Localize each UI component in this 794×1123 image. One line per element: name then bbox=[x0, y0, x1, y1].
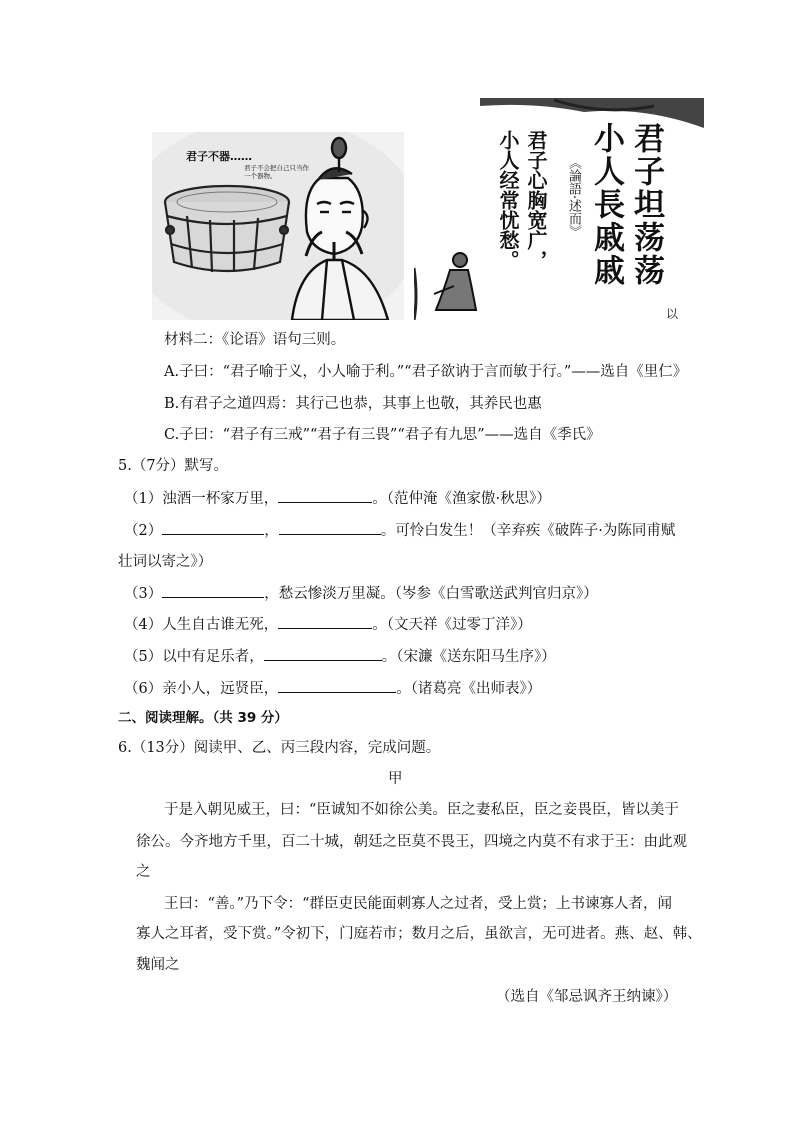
calligraphy-col-1: 君子坦荡荡 bbox=[628, 122, 664, 287]
q5-item-2-cont: 壮词以寄之》） bbox=[118, 554, 213, 570]
q5-item-4 bbox=[124, 614, 532, 635]
q5-blank-1[interactable] bbox=[278, 488, 372, 503]
q5-blank-4[interactable] bbox=[278, 614, 372, 629]
q5-blank-6[interactable] bbox=[278, 678, 396, 693]
material2-a: A.子曰：“君子喻于义，小人喻于利。”“君子欲讷于言而敏于行。”——选自《里仁》 bbox=[164, 364, 688, 380]
cartoon-junzi-buqi bbox=[152, 132, 404, 320]
q5-item-1-post: 。（范仲淹《渔家傲·秋思》） bbox=[372, 491, 551, 507]
q5-blank-2a[interactable] bbox=[162, 520, 264, 535]
calligraphy-col-2: 小人長戚戚 bbox=[588, 122, 624, 287]
q6-passage-jia-label: 甲 bbox=[388, 771, 403, 787]
svg-text:以: 以 bbox=[666, 307, 679, 320]
q5-item-2-mid: ， bbox=[264, 523, 279, 539]
calligraphy-source: 《論語·述而》 bbox=[566, 156, 581, 239]
q5-blank-5[interactable] bbox=[264, 646, 382, 661]
q5-item-4-post: 。（文天祥《过零丁洋》） bbox=[372, 617, 532, 633]
q5-blank-3[interactable] bbox=[162, 583, 264, 598]
handwriting-col-2: 小人经常忧愁。 bbox=[496, 130, 520, 270]
q5-item-5-post: 。（宋濂《送东阳马生序》） bbox=[381, 649, 556, 665]
q5-item-2 bbox=[124, 520, 675, 541]
material2-title: 材料二：《论语》语句三则。 bbox=[164, 332, 346, 348]
q5-item-4-pre: （4）人生自古谁无死， bbox=[124, 617, 279, 633]
handwriting-col-1: 君子心胸宽广， bbox=[524, 130, 548, 270]
q6-p2-line3: 魏闻之 bbox=[136, 957, 180, 973]
section-2-heading: 二、阅读理解。（共 39 分） bbox=[118, 710, 288, 726]
q5-item-5-pre: （5）以中有足乐者， bbox=[124, 649, 264, 665]
q5-blank-2b[interactable] bbox=[279, 520, 381, 535]
q5-item-1-pre: （1）浊酒一杯家万里， bbox=[124, 491, 279, 507]
q5-item-6-post: 。（诸葛亮《出师表》） bbox=[396, 681, 542, 697]
q6-p1-line1: 于是入朝见威王，曰：“臣诚知不如徐公美。臣之妻私臣，臣之妾畏臣，皆以美于 bbox=[164, 802, 679, 818]
q5-item-6 bbox=[124, 678, 541, 699]
q5-item-3-post: ，愁云惨淡万里凝。（岑参《白雪歌送武判官归京》） bbox=[264, 586, 598, 602]
q5-item-3 bbox=[124, 583, 598, 604]
q5-item-2-post: 。可怜白发生！（辛弃疾《破阵子·为陈同甫赋 bbox=[380, 523, 676, 539]
calligraphy-panel bbox=[414, 98, 704, 320]
q6-source: （选自《邹忌讽齐王纳谏》） bbox=[496, 989, 678, 1005]
q5-item-5 bbox=[124, 646, 556, 667]
q5-item-3-pre: （3） bbox=[124, 586, 163, 602]
material2-b: B.有君子之道四焉：其行己也恭，其事上也敬，其养民也惠 bbox=[164, 396, 542, 412]
q6-p2-line1: 王曰：“善。”乃下令：“群臣吏民能面刺寡人之过者，受上赏；上书谏寡人者，闻 bbox=[164, 896, 672, 912]
cartoon-caption-title: 君子不器…… bbox=[186, 150, 252, 163]
material2-c: C.子曰：“君子有三戒”“君子有三畏”“君子有九思”——选自《季氏》 bbox=[164, 427, 601, 443]
cartoon-caption-sub: 君子不会把自己只当作一个器物。 bbox=[244, 164, 309, 180]
q6-p2-line2: 寡人之耳者，受下赏。”令初下，门庭若市；数月之后，虽欲言，无可进者。燕、赵、韩、 bbox=[136, 926, 702, 942]
q6-heading: 6.（13分）阅读甲、乙、丙三段内容，完成问题。 bbox=[118, 740, 441, 756]
q5-item-2-pre: （2） bbox=[124, 523, 163, 539]
q5-item-6-pre: （6）亲小人，远贤臣， bbox=[124, 681, 279, 697]
q5-heading: 5.（7分）默写。 bbox=[118, 458, 229, 474]
q6-p1-line2: 徐公。今齐地方千里，百二十城，朝廷之臣莫不畏王，四境之内莫不有求于王：由此观 bbox=[136, 834, 687, 850]
q5-item-1 bbox=[124, 488, 551, 509]
q6-p1-line3: 之 bbox=[136, 864, 151, 880]
